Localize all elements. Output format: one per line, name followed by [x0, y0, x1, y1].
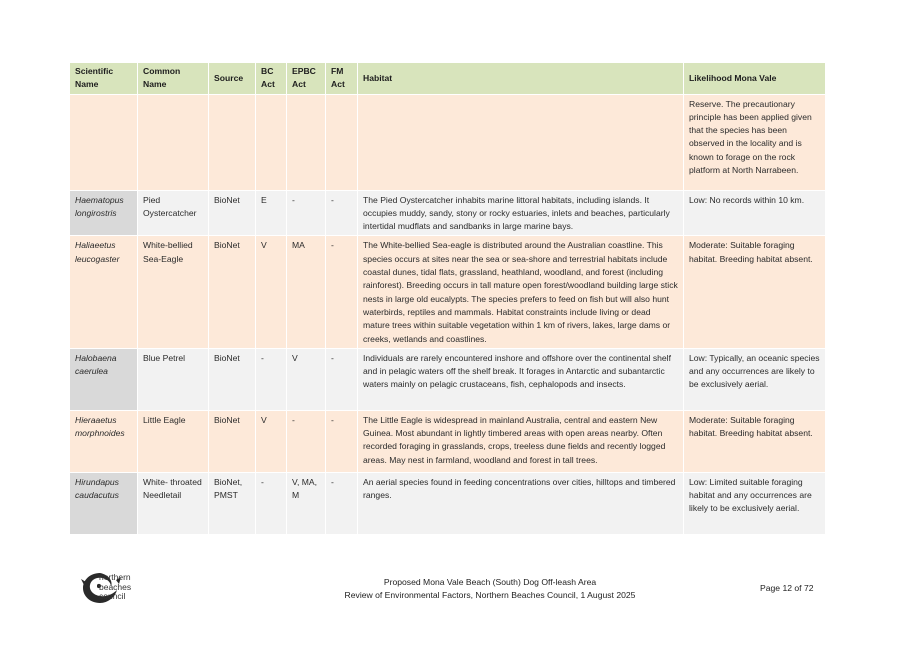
cell-source: BioNet	[209, 411, 256, 473]
cell-bc-act: -	[256, 349, 287, 411]
cell-fm-act: -	[326, 191, 358, 237]
header-source: Source	[209, 63, 256, 95]
cell-bc-act	[256, 95, 287, 191]
cell-epbc-act: V, MA, M	[287, 473, 326, 535]
cell-habitat: The Little Eagle is widespread in mainland Australia, central and eastern New Guinea. Most abundant in lightly timbered areas with open areas nearby. Often recorded foraging in grasslands, crops, treeless dune fields and recently logged areas. May nest in farmland, woodland and forest in tall trees.	[358, 411, 684, 473]
cell-fm-act: -	[326, 411, 358, 473]
cell-epbc-act	[287, 95, 326, 191]
cell-bc-act: V	[256, 411, 287, 473]
logo-line: beaches	[99, 581, 132, 592]
cell-likelihood: Low: Typically, an oceanic species and any occurrences are likely to be exclusively aerial.	[684, 349, 826, 411]
header-fm-act: FM Act	[326, 63, 358, 95]
cell-bc-act: -	[256, 473, 287, 535]
cell-bc-act: E	[256, 191, 287, 237]
cell-source	[209, 95, 256, 191]
header-scientific-name: Scientific Name	[70, 63, 138, 95]
table-row	[70, 236, 826, 348]
table-row	[70, 411, 826, 473]
header-likelihood: Likelihood Mona Vale	[684, 63, 826, 95]
species-table-container	[70, 63, 826, 535]
cell-epbc-act: -	[287, 411, 326, 473]
cell-likelihood: Reserve. The precautionary principle has been applied given that the species has been observed in the locality and is known to forage on the rock platform at North Narrabeen.	[684, 95, 826, 191]
cell-common-name: White-bellied Sea-Eagle	[138, 236, 209, 348]
header-common-name: Common Name	[138, 63, 209, 95]
cell-likelihood: Low: No records within 10 km.	[684, 191, 826, 237]
cell-likelihood: Moderate: Suitable foraging habitat. Breeding habitat absent.	[684, 236, 826, 348]
cell-source: BioNet	[209, 236, 256, 348]
table-header-row	[70, 63, 826, 95]
footer-title-line-2: Review of Environmental Factors, Northern Beaches Council, 1 August 2025	[344, 589, 636, 600]
cell-epbc-act: MA	[287, 236, 326, 348]
cell-habitat: An aerial species found in feeding concentrations over cities, hilltops and timbered ranges.	[358, 473, 684, 535]
cell-common-name: Little Eagle	[138, 411, 209, 473]
header-habitat: Habitat	[358, 63, 684, 95]
cell-fm-act	[326, 95, 358, 191]
species-table	[70, 63, 826, 535]
logo-line: northern	[99, 572, 131, 582]
table-row	[70, 95, 826, 191]
table-row	[70, 349, 826, 411]
cell-epbc-act: -	[287, 191, 326, 237]
table-row	[70, 473, 826, 535]
cell-habitat	[358, 95, 684, 191]
cell-habitat: The Pied Oystercatcher inhabits marine littoral habitats, including islands. It occupies muddy, sandy, stony or rocky estuaries, inlets and beaches, particularly intertidal mudflats and sandbanks in large marine bays.	[358, 191, 684, 237]
cell-scientific-name: Hirundapus caudacutus	[70, 473, 138, 535]
footer-title-line-1: Proposed Mona Vale Beach (South) Dog Off-leash Area	[383, 577, 597, 587]
logo-line: council	[99, 591, 126, 601]
cell-habitat: The White-bellied Sea-eagle is distributed around the Australian coastline. This species occurs at sites near the sea or sea-shore and terrestrial habitats include coastal dunes, tidal flats, grassland, heathland, woodland, and forest (including rainforest). Breeding occurs in tall mature open forest/woodland building large stick nests in large old eucalypts. The species prefers to feed on fish but will also hunt waterbirds, reptiles and mammals. Habitat constraints include living or dead mature trees within suitable vegetation within 1 km of rivers, lakes, large dams or creeks, wetlands and coastlines.	[358, 236, 684, 348]
cell-fm-act: -	[326, 349, 358, 411]
cell-likelihood: Low: Limited suitable foraging habitat and any occurrences are likely to be exclusively aerial.	[684, 473, 826, 535]
cell-scientific-name	[70, 95, 138, 191]
cell-source: BioNet	[209, 191, 256, 237]
cell-bc-act: V	[256, 236, 287, 348]
cell-scientific-name: Haematopus longirostris	[70, 191, 138, 237]
cell-habitat: Individuals are rarely encountered inshore and offshore over the continental shelf and in pelagic waters off the shelf break. It forages in Antarctic and subantarctic waters mainly on pelagic crustaceans, fish, cephalopods and insects.	[358, 349, 684, 411]
header-epbc-act: EPBC Act	[287, 63, 326, 95]
header-bc-act: BC Act	[256, 63, 287, 95]
cell-source: BioNet, PMST	[209, 473, 256, 535]
cell-fm-act: -	[326, 236, 358, 348]
cell-scientific-name: Haliaeetus leucogaster	[70, 236, 138, 348]
cell-fm-act: -	[326, 473, 358, 535]
cell-scientific-name: Hieraaetus morphnoides	[70, 411, 138, 473]
page-number: Page 12 of 72	[760, 583, 814, 593]
cell-common-name: Blue Petrel	[138, 349, 209, 411]
cell-source: BioNet	[209, 349, 256, 411]
cell-common-name: Pied Oystercatcher	[138, 191, 209, 237]
cell-common-name	[138, 95, 209, 191]
cell-likelihood: Moderate: Suitable foraging habitat. Breeding habitat absent.	[684, 411, 826, 473]
council-logo-text	[99, 573, 131, 602]
footer-title	[300, 576, 680, 601]
table-row	[70, 191, 826, 237]
cell-common-name: White- throated Needletail	[138, 473, 209, 535]
cell-scientific-name: Halobaena caerulea	[70, 349, 138, 411]
cell-epbc-act: V	[287, 349, 326, 411]
